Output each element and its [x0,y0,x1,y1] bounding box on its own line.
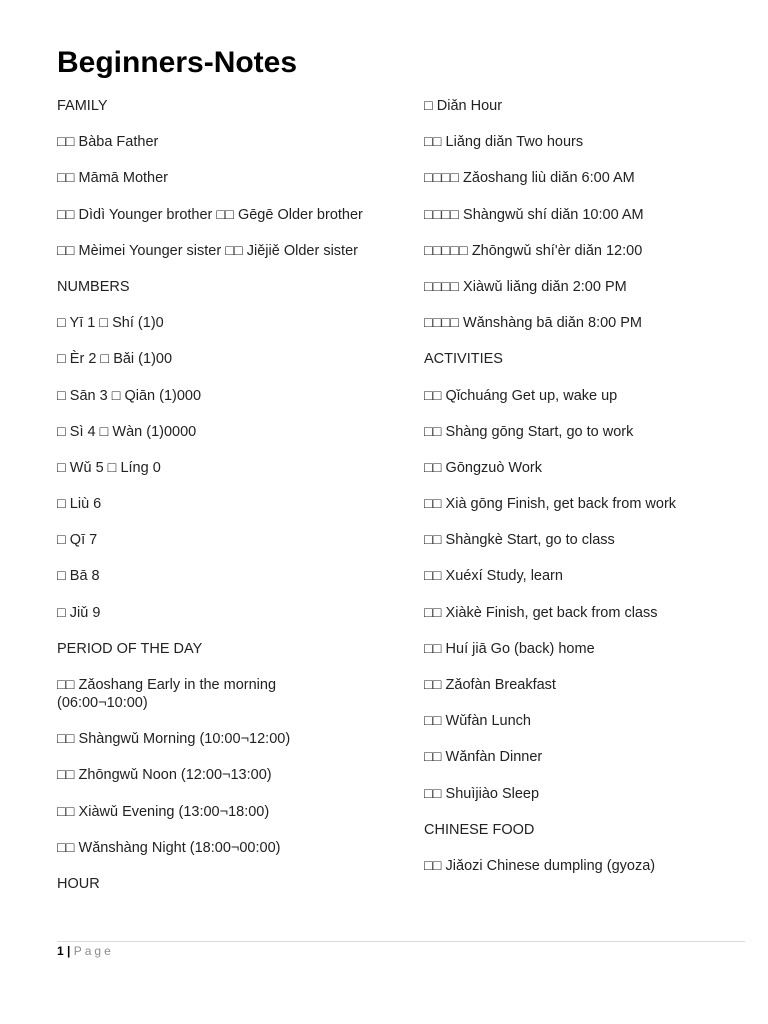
list-item: □□ Zǎoshang Early in the morning (06:00¬10:00) [57,677,277,711]
list-item: □□ Xuéxí Study, learn [424,568,563,585]
section-heading-period: PERIOD OF THE DAY [57,640,203,657]
list-item: □□□□ Shàngwǔ shí diǎn 10:00 AM [424,206,644,223]
list-item: □□□□ Wǎnshàng bā diǎn 8:00 PM [424,315,643,332]
list-item: □□ Zhōngwǔ Noon (12:00¬13:00) [57,767,272,784]
list-item: □□ Mèimei Younger sister □□ Jiějiě Older sister [57,242,358,259]
list-item: □□ Xià gōng Finish, get back from work [424,496,677,513]
list-item: □□ Bàba Father [57,134,159,151]
list-item: □□ Shuìjiào Sleep [424,785,540,802]
page-word: Page [73,944,114,958]
list-item: □□ Liǎng diǎn Two hours [424,134,584,151]
list-item: □□□□ Xiàwǔ liǎng diǎn 2:00 PM [424,278,627,295]
page-title: Beginners-Notes [57,46,298,79]
list-item: □□ Qǐchuáng Get up, wake up [424,387,618,404]
list-item: □□ Huí jiā Go (back) home [424,640,595,657]
list-item: □□ Xiàkè Finish, get back from class [424,604,658,621]
section-heading-numbers: NUMBERS [57,278,130,295]
list-item: □ Diǎn Hour [424,98,503,114]
list-item: □□ Xiàwǔ Evening (13:00¬18:00) [57,803,270,820]
list-item: □□ Zǎofàn Breakfast [424,677,556,693]
right-column [424,97,754,893]
list-item: □ Liù 6 [57,496,102,513]
section-heading-family: FAMILY [57,98,108,114]
left-column [57,97,387,911]
section-heading-chinese-food: CHINESE FOOD [424,821,535,838]
list-item: □ Sì 4 □ Wàn (1)0000 [57,423,197,440]
list-item: □□ Gōngzuò Work [424,459,542,476]
list-item: □ Èr 2 □ Bǎi (1)00 [57,351,173,368]
list-item: □□ Shàngkè Start, go to class [424,532,615,549]
list-item: □ Sān 3 □ Qiān (1)000 [57,387,202,404]
section-heading-activities: ACTIVITIES [424,351,503,368]
section-heading-hour: HOUR [57,875,100,892]
list-item: □□ Shàngwǔ Morning (10:00¬12:00) [57,731,291,748]
page-footer [57,941,745,958]
list-item: □□ Wǎnshàng Night (18:00¬00:00) [57,839,281,856]
list-item: □□ Wǔfàn Lunch [424,713,531,730]
page-number: 1 [57,944,64,958]
list-item: □ Bā 8 [57,568,100,585]
list-item: □□ Māmā Mother [57,170,168,187]
list-item: □□ Dìdì Younger brother □□ Gēgē Older brother [57,206,363,223]
list-item: □ Wǔ 5 □ Líng 0 [57,459,161,476]
list-item: □□□□ Zǎoshang liù diǎn 6:00 AM [424,170,635,187]
footer-separator: | [67,944,71,958]
list-item: □□ Shàng gōng Start, go to work [424,423,634,440]
list-item: □□ Jiǎozi Chinese dumpling (gyoza) [424,857,656,874]
list-item: □□□□□ Zhōngwǔ shí'èr diǎn 12:00 [424,242,643,259]
list-item: □ Qī 7 [57,532,98,549]
list-item: □ Yī 1 □ Shí (1)0 [57,315,164,332]
list-item: □ Jiǔ 9 [57,604,101,621]
list-item: □□ Wǎnfàn Dinner [424,749,543,766]
